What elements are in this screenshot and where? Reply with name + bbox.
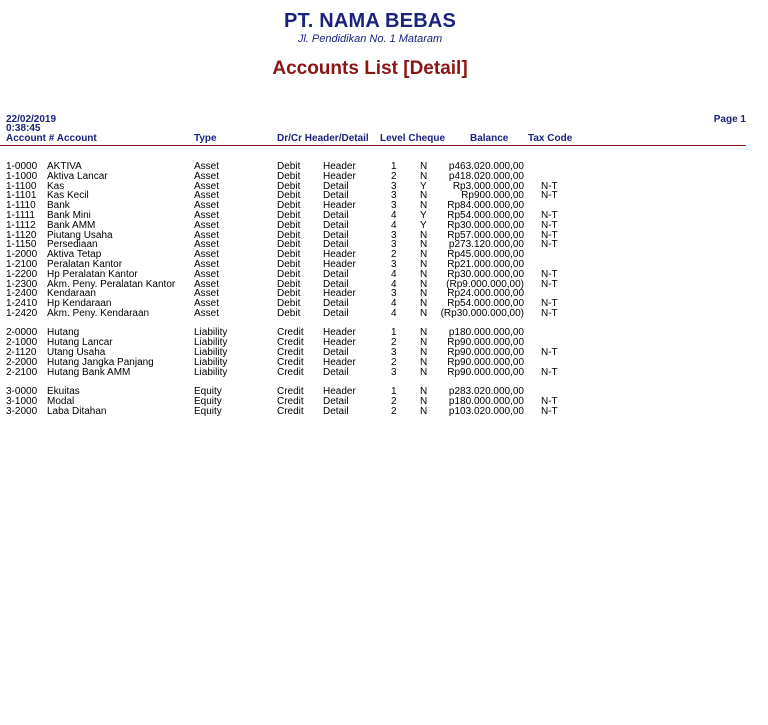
header-detail-cell: Header xyxy=(323,161,356,172)
dr-cr-cell: Debit xyxy=(277,239,301,251)
header-detail-cell: Detail xyxy=(323,278,349,290)
account-type-cell: Liability xyxy=(194,337,228,349)
report-title: Accounts List [Detail] xyxy=(272,58,468,79)
balance-cell: Rp30.000.000,00 xyxy=(447,219,524,231)
level-cell: 2 xyxy=(391,395,397,407)
account-name-cell: Bank xyxy=(47,200,70,212)
account-name-cell: Piutang Usaha xyxy=(47,229,113,241)
company-address: Jl. Pendidikan No. 1 Mataram xyxy=(297,33,443,45)
header-detail-cell: Header xyxy=(323,337,356,349)
cheque-cell: N xyxy=(420,161,428,172)
cheque-cell: N xyxy=(420,288,428,300)
table-row xyxy=(0,211,746,221)
balance-cell: Rp90.000.000,00 xyxy=(447,366,524,378)
level-cell: 4 xyxy=(391,219,397,231)
table-row xyxy=(0,240,746,250)
balance-cell: Rp21.000.000,00 xyxy=(447,258,524,270)
account-type-cell: Asset xyxy=(194,200,220,212)
header-detail-cell: Detail xyxy=(323,209,349,221)
level-cell: 4 xyxy=(391,278,397,290)
balance-cell: Rp54.000.000,00 xyxy=(447,209,524,221)
cheque-cell: N xyxy=(420,298,428,310)
account-name-cell: Persediaan xyxy=(47,239,98,251)
balance-cell: (Rp9.000.000,00) xyxy=(446,278,524,290)
account-name-cell: Aktiva Lancar xyxy=(47,170,108,182)
dr-cr-cell: Credit xyxy=(277,395,304,407)
dr-cr-cell: Debit xyxy=(277,268,301,280)
header-detail-cell: Header xyxy=(323,200,356,212)
level-cell: 1 xyxy=(391,385,397,397)
header-detail-cell: Detail xyxy=(323,229,349,241)
account-name-cell: Modal xyxy=(47,395,75,407)
account-number-cell: 2-0000 xyxy=(6,327,38,339)
cheque-cell: N xyxy=(420,395,428,407)
account-type-cell: Liability xyxy=(194,366,228,378)
header-detail-cell: Detail xyxy=(323,180,349,192)
column-header-tax-code: Tax Code xyxy=(528,133,573,144)
account-type-cell: Liability xyxy=(194,356,228,368)
account-number-cell: 3-1000 xyxy=(6,395,38,407)
account-number-cell: 1-2000 xyxy=(6,249,38,261)
cheque-cell: N xyxy=(420,356,428,368)
account-number-cell: 3-2000 xyxy=(6,405,38,417)
account-type-cell: Asset xyxy=(194,298,220,310)
cheque-cell: N xyxy=(420,385,428,397)
level-cell: 3 xyxy=(391,190,397,202)
report-date: 22/02/2019 xyxy=(6,114,57,125)
tax-code-cell: N-T xyxy=(541,239,558,251)
accounts-table-body xyxy=(0,162,746,416)
account-number-cell: 1-1000 xyxy=(6,170,38,182)
account-number-cell: 2-2100 xyxy=(6,366,38,378)
account-name-cell: Ekuitas xyxy=(47,385,80,397)
level-cell: 3 xyxy=(391,200,397,212)
level-cell: 2 xyxy=(391,170,397,182)
account-name-cell: Hp Kendaraan xyxy=(47,298,112,310)
cheque-cell: N xyxy=(420,258,428,270)
level-cell: 3 xyxy=(391,229,397,241)
dr-cr-cell: Debit xyxy=(277,190,301,202)
tax-code-cell: N-T xyxy=(541,298,558,310)
account-type-cell: Asset xyxy=(194,239,220,251)
account-type-cell: Equity xyxy=(194,395,222,407)
account-type-cell: Asset xyxy=(194,190,220,202)
balance-cell: p180.000.000,00 xyxy=(448,327,524,339)
account-number-cell: 1-2420 xyxy=(6,307,38,319)
table-row xyxy=(0,289,746,299)
table-row xyxy=(0,397,746,407)
account-name-cell: Akm. Peny. Peralatan Kantor xyxy=(47,278,176,290)
balance-cell: Rp30.000.000,00 xyxy=(447,268,524,280)
balance-cell: Rp57.000.000,00 xyxy=(447,229,524,241)
dr-cr-cell: Credit xyxy=(277,327,304,339)
cheque-cell: Y xyxy=(420,219,427,231)
report-time: 0:38:45 xyxy=(6,123,41,134)
column-header-level-cheque: Level Cheque xyxy=(380,133,446,144)
balance-cell: (Rp30.000.000,00) xyxy=(440,307,524,319)
cheque-cell: Y xyxy=(420,209,427,221)
tax-code-cell: N-T xyxy=(541,366,558,378)
balance-cell: p463.020.000,00 xyxy=(448,161,524,172)
table-row xyxy=(0,231,746,241)
table-row xyxy=(0,182,746,192)
account-type-cell: Asset xyxy=(194,268,220,280)
balance-cell: Rp84.000.000,00 xyxy=(447,200,524,212)
account-name-cell: Akm. Peny. Kendaraan xyxy=(47,307,150,319)
dr-cr-cell: Debit xyxy=(277,180,301,192)
tax-code-cell: N-T xyxy=(541,395,558,407)
group-spacer xyxy=(0,377,746,387)
column-header-type: Type xyxy=(194,133,217,144)
balance-cell: Rp90.000.000,00 xyxy=(447,356,524,368)
level-cell: 3 xyxy=(391,346,397,358)
level-cell: 3 xyxy=(391,239,397,251)
cheque-cell: N xyxy=(420,327,428,339)
account-type-cell: Equity xyxy=(194,405,222,417)
account-name-cell: Hutang Jangka Panjang xyxy=(47,356,154,368)
account-name-cell: Bank Mini xyxy=(47,209,91,221)
dr-cr-cell: Debit xyxy=(277,170,301,182)
cheque-cell: N xyxy=(420,405,428,417)
tax-code-cell: N-T xyxy=(541,190,558,202)
balance-cell: Rp54.000.000,00 xyxy=(447,298,524,310)
dr-cr-cell: Credit xyxy=(277,346,304,358)
balance-cell: Rp90.000.000,00 xyxy=(447,337,524,349)
dr-cr-cell: Debit xyxy=(277,307,301,319)
level-cell: 3 xyxy=(391,366,397,378)
dr-cr-cell: Credit xyxy=(277,337,304,349)
dr-cr-cell: Debit xyxy=(277,229,301,241)
table-row xyxy=(0,309,746,319)
balance-cell: Rp90.000.000,00 xyxy=(447,346,524,358)
level-cell: 4 xyxy=(391,298,397,310)
cheque-cell: N xyxy=(420,268,428,280)
account-type-cell: Liability xyxy=(194,346,228,358)
account-type-cell: Equity xyxy=(194,385,222,397)
account-number-cell: 2-2000 xyxy=(6,356,38,368)
account-type-cell: Asset xyxy=(194,229,220,241)
level-cell: 2 xyxy=(391,249,397,261)
group-spacer xyxy=(0,319,746,329)
header-detail-cell: Detail xyxy=(323,366,349,378)
cheque-cell: N xyxy=(420,337,428,349)
account-name-cell: AKTIVA xyxy=(47,161,82,172)
header-detail-cell: Header xyxy=(323,170,356,182)
account-type-cell: Asset xyxy=(194,170,220,182)
account-number-cell: 1-2200 xyxy=(6,268,38,280)
level-cell: 2 xyxy=(391,405,397,417)
header-detail-cell: Header xyxy=(323,327,356,339)
header-detail-cell: Header xyxy=(323,258,356,270)
tax-code-cell: N-T xyxy=(541,405,558,417)
level-cell: 3 xyxy=(391,288,397,300)
table-row xyxy=(0,387,746,397)
dr-cr-cell: Debit xyxy=(277,161,301,172)
account-type-cell: Asset xyxy=(194,307,220,319)
account-name-cell: Aktiva Tetap xyxy=(47,249,102,261)
dr-cr-cell: Credit xyxy=(277,385,304,397)
balance-cell: Rp3.000.000,00 xyxy=(452,180,524,192)
dr-cr-cell: Debit xyxy=(277,200,301,212)
account-number-cell: 1-1110 xyxy=(6,200,36,212)
dr-cr-cell: Debit xyxy=(277,278,301,290)
account-name-cell: Kas Kecil xyxy=(47,190,89,202)
column-header-drcr-header-detail: Dr/Cr Header/Detail xyxy=(277,133,369,144)
balance-cell: p103.020.000,00 xyxy=(448,405,524,417)
dr-cr-cell: Credit xyxy=(277,405,304,417)
level-cell: 2 xyxy=(391,337,397,349)
account-name-cell: Hutang Bank AMM xyxy=(47,366,131,378)
account-name-cell: Hutang Lancar xyxy=(47,337,113,349)
table-row xyxy=(0,280,746,290)
account-number-cell: 2-1120 xyxy=(6,346,37,358)
table-row xyxy=(0,162,746,172)
account-number-cell: 1-1150 xyxy=(6,239,37,251)
balance-cell: p273.120.000,00 xyxy=(448,239,524,251)
account-type-cell: Asset xyxy=(194,161,220,172)
level-cell: 1 xyxy=(391,161,397,172)
header-detail-cell: Detail xyxy=(323,190,349,202)
tax-code-cell: N-T xyxy=(541,219,558,231)
dr-cr-cell: Debit xyxy=(277,249,301,261)
account-number-cell: 1-2400 xyxy=(6,288,38,300)
level-cell: 4 xyxy=(391,268,397,280)
account-name-cell: Hp Peralatan Kantor xyxy=(47,268,138,280)
balance-cell: p180.000.000,00 xyxy=(448,395,524,407)
account-name-cell: Kendaraan xyxy=(47,288,96,300)
header-detail-cell: Detail xyxy=(323,307,349,319)
cheque-cell: N xyxy=(420,229,428,241)
cheque-cell: N xyxy=(420,239,428,251)
table-row xyxy=(0,201,746,211)
account-name-cell: Peralatan Kantor xyxy=(47,258,123,270)
table-row xyxy=(0,338,746,348)
table-row xyxy=(0,407,746,417)
column-header-account: Account # Account xyxy=(6,133,97,144)
table-row xyxy=(0,191,746,201)
header-detail-cell: Detail xyxy=(323,298,349,310)
account-number-cell: 1-1101 xyxy=(6,190,37,202)
tax-code-cell: N-T xyxy=(541,346,558,358)
column-header-balance: Balance xyxy=(470,133,509,144)
table-row xyxy=(0,368,746,378)
header-detail-cell: Detail xyxy=(323,268,349,280)
level-cell: 4 xyxy=(391,209,397,221)
dr-cr-cell: Debit xyxy=(277,288,301,300)
header-detail-cell: Header xyxy=(323,249,356,261)
table-row xyxy=(0,172,746,182)
page-number: Page 1 xyxy=(713,114,746,125)
header-detail-cell: Header xyxy=(323,356,356,368)
account-type-cell: Liability xyxy=(194,327,228,339)
account-number-cell: 1-2410 xyxy=(6,298,38,310)
account-number-cell: 1-1112 xyxy=(6,219,36,231)
dr-cr-cell: Credit xyxy=(277,356,304,368)
tax-code-cell: N-T xyxy=(541,180,558,192)
cheque-cell: N xyxy=(420,346,428,358)
level-cell: 1 xyxy=(391,327,397,339)
cheque-cell: N xyxy=(420,278,428,290)
dr-cr-cell: Debit xyxy=(277,209,301,221)
balance-cell: Rp900.000,00 xyxy=(461,190,524,202)
account-name-cell: Kas xyxy=(47,180,65,192)
header-detail-cell: Detail xyxy=(323,219,349,231)
account-number-cell: 1-1100 xyxy=(6,180,37,192)
cheque-cell: N xyxy=(420,307,428,319)
tax-code-cell: N-T xyxy=(541,209,558,221)
cheque-cell: N xyxy=(420,249,428,261)
cheque-cell: Y xyxy=(420,180,427,192)
account-number-cell: 1-1120 xyxy=(6,229,37,241)
dr-cr-cell: Debit xyxy=(277,219,301,231)
account-number-cell: 1-1111 xyxy=(6,209,35,221)
header-detail-cell: Detail xyxy=(323,395,349,407)
column-header-row xyxy=(0,133,746,146)
account-type-cell: Asset xyxy=(194,258,220,270)
account-type-cell: Asset xyxy=(194,278,220,290)
balance-cell: p283.020.000,00 xyxy=(448,385,524,397)
account-type-cell: Asset xyxy=(194,288,220,300)
account-number-cell: 1-2100 xyxy=(6,258,38,270)
account-number-cell: 1-0000 xyxy=(6,161,38,172)
tax-code-cell: N-T xyxy=(541,229,558,241)
tax-code-cell: N-T xyxy=(541,307,558,319)
company-name: PT. NAMA BEBAS xyxy=(283,10,457,32)
account-name-cell: Utang Usaha xyxy=(47,346,106,358)
account-name-cell: Hutang xyxy=(47,327,80,339)
level-cell: 3 xyxy=(391,258,397,270)
balance-cell: Rp45.000.000,00 xyxy=(447,249,524,261)
dr-cr-cell: Credit xyxy=(277,366,304,378)
cheque-cell: N xyxy=(420,190,428,202)
balance-cell: p418.020.000,00 xyxy=(448,170,524,182)
cheque-cell: N xyxy=(420,200,428,212)
level-cell: 3 xyxy=(391,180,397,192)
account-type-cell: Asset xyxy=(194,209,220,221)
account-number-cell: 3-0000 xyxy=(6,385,38,397)
header-detail-cell: Header xyxy=(323,385,356,397)
account-name-cell: Bank AMM xyxy=(47,219,96,231)
level-cell: 4 xyxy=(391,307,397,319)
account-type-cell: Asset xyxy=(194,219,220,231)
dr-cr-cell: Debit xyxy=(277,298,301,310)
header-detail-cell: Detail xyxy=(323,405,349,417)
account-type-cell: Asset xyxy=(194,249,220,261)
cheque-cell: N xyxy=(420,366,428,378)
header-detail-cell: Detail xyxy=(323,346,349,358)
balance-cell: Rp24.000.000,00 xyxy=(447,288,524,300)
account-number-cell: 2-1000 xyxy=(6,337,38,349)
account-name-cell: Laba Ditahan xyxy=(47,405,107,417)
tax-code-cell: N-T xyxy=(541,278,558,290)
account-type-cell: Asset xyxy=(194,180,220,192)
header-detail-cell: Detail xyxy=(323,239,349,251)
cheque-cell: N xyxy=(420,170,428,182)
header-detail-cell: Header xyxy=(323,288,356,300)
tax-code-cell: N-T xyxy=(541,268,558,280)
level-cell: 2 xyxy=(391,356,397,368)
account-number-cell: 1-2300 xyxy=(6,278,38,290)
dr-cr-cell: Debit xyxy=(277,258,301,270)
